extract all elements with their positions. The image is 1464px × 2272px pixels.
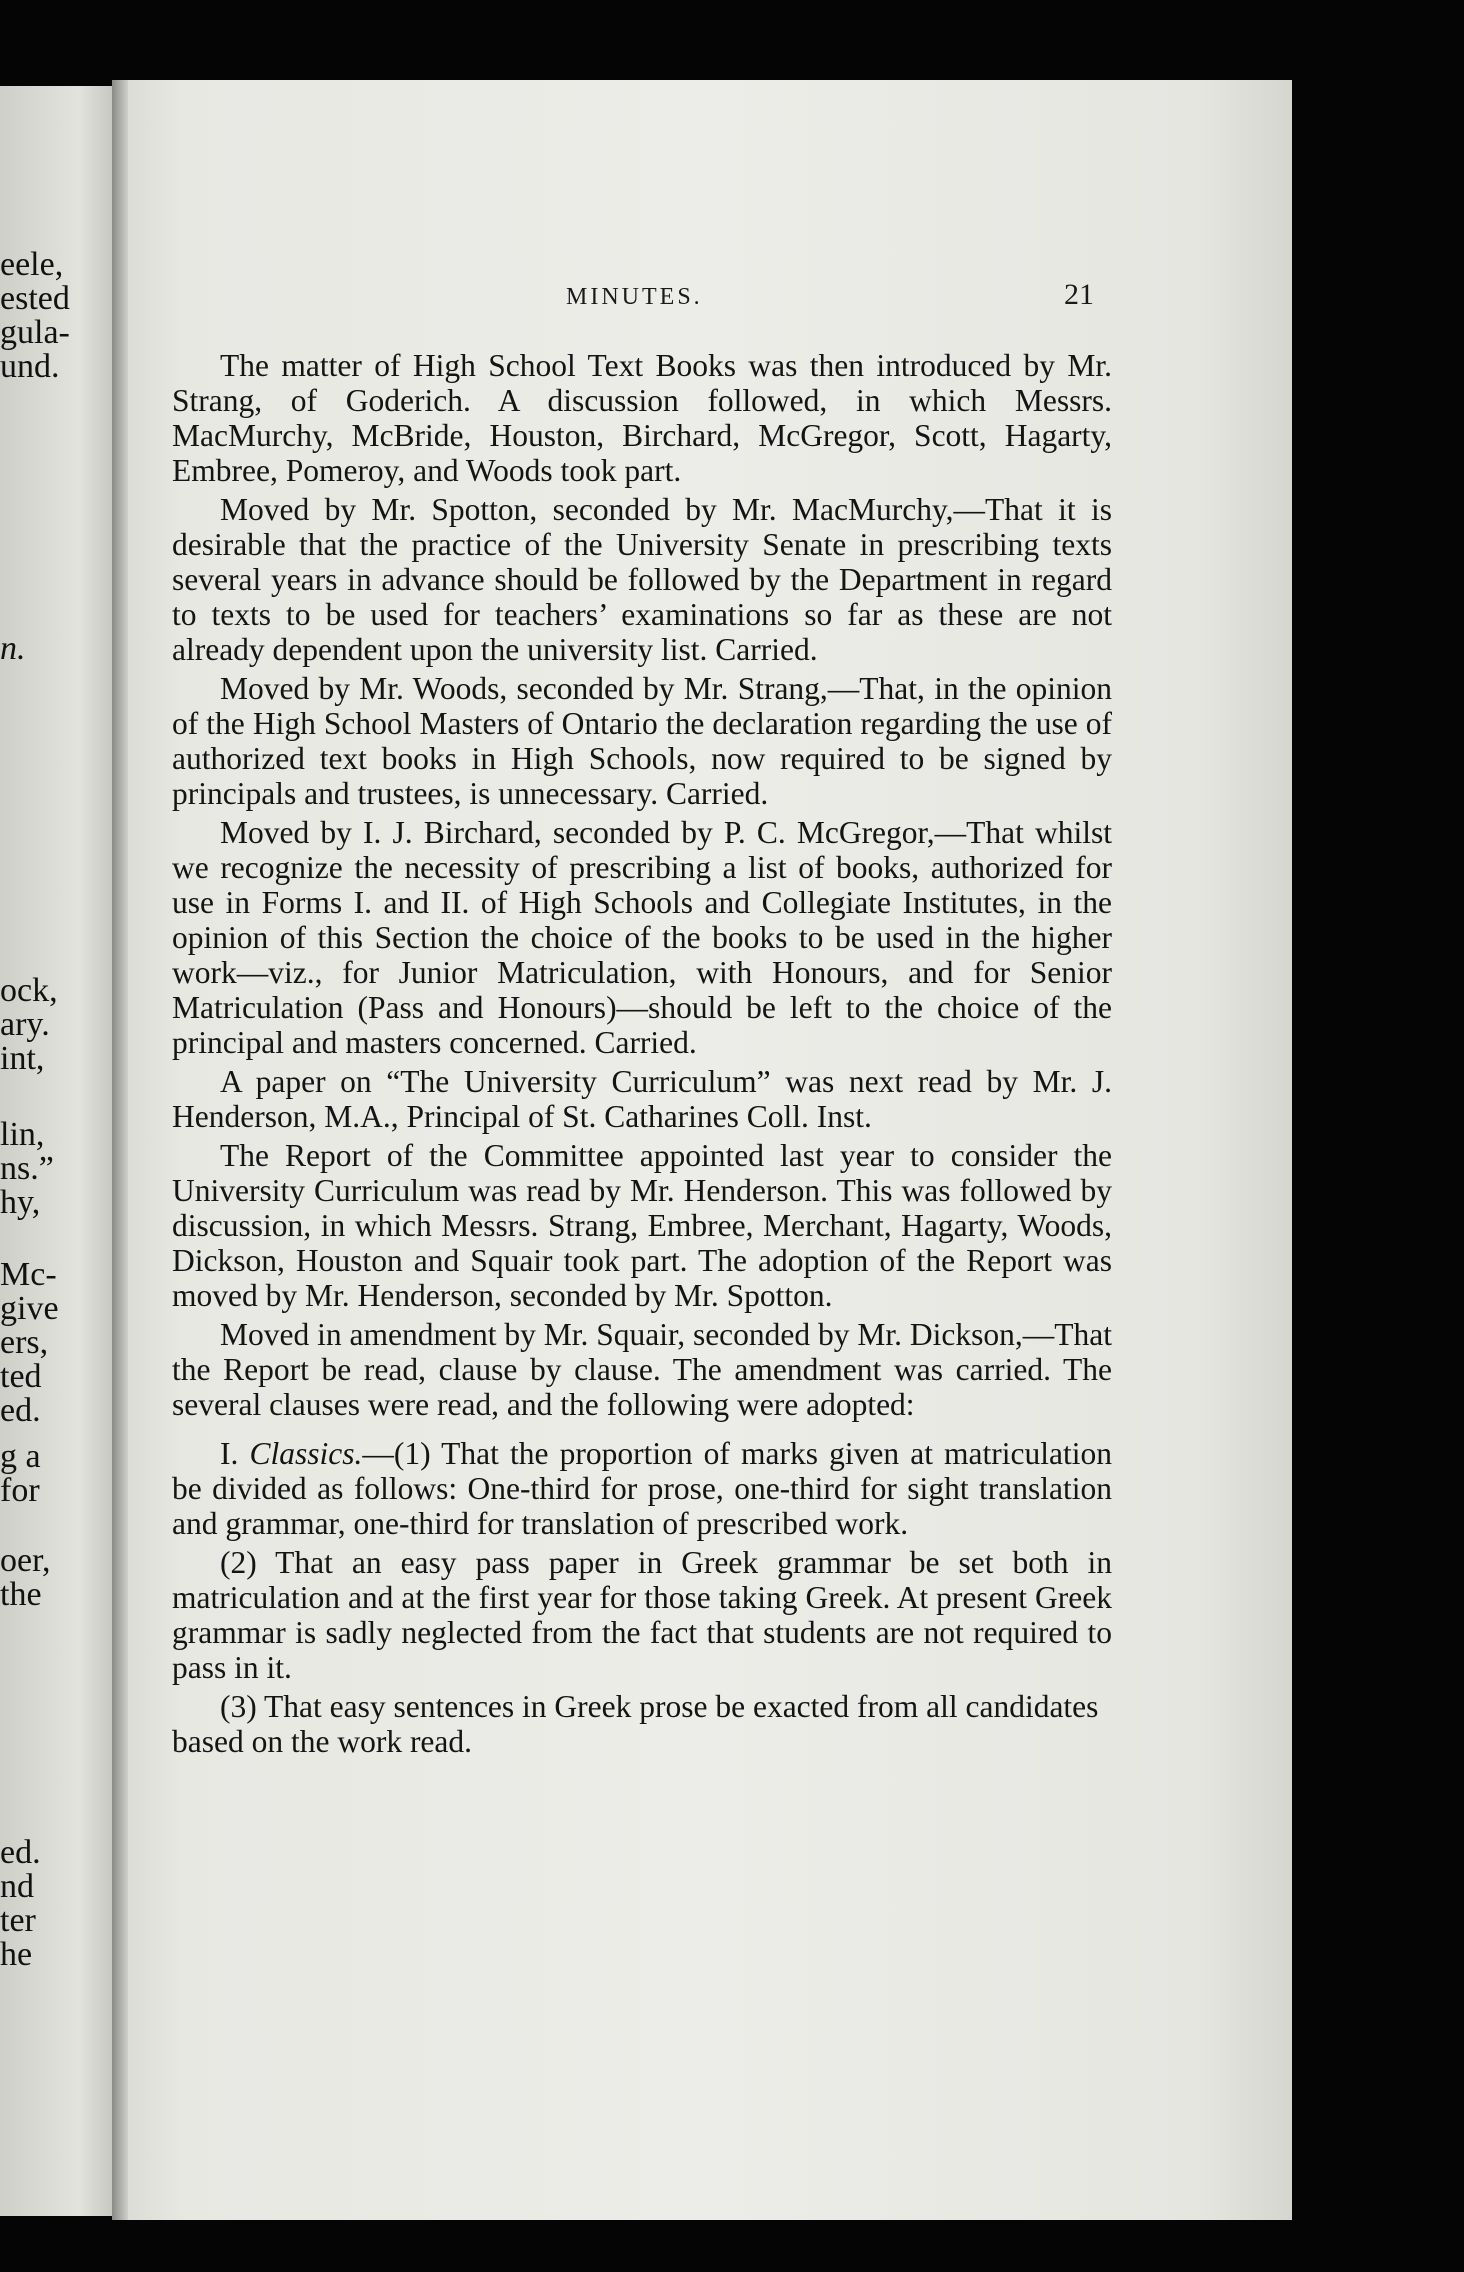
clause-classics-3: (3) That easy sentences in Greek prose be exacted from all candidates based on the work read. (172, 1689, 1099, 1759)
paragraph: The matter of High School Text Books was then introduced by Mr. Strang, of Goderich. A discussion followed, in which Messrs. MacMurchy, McBride, Houston, Birchard, McGregor, Scott, Hagarty, Embree, Pomeroy, and Woods took part. (172, 348, 1112, 488)
page-body (172, 348, 1112, 1763)
clause-classics-1 (172, 1436, 1112, 1541)
paragraph: Moved by Mr. Woods, seconded by Mr. Strang,—That, in the opinion of the High School Masters of Ontario the declaration regarding the use of authorized text books in High Schools, now required to be signed by principals and trustees, is unnecessary. Carried. (172, 671, 1112, 811)
adjacent-page-fragment: ed. (0, 1392, 41, 1429)
adjacent-page-fragment: ers, (0, 1324, 49, 1361)
clause-number: I. (220, 1436, 239, 1471)
book-page (112, 80, 1292, 2220)
adjacent-page-fragment: ary. (0, 1006, 50, 1043)
adjacent-page-fragment: ted (0, 1358, 42, 1395)
running-head (112, 278, 1292, 324)
adjacent-page-fragment: eele, (0, 246, 64, 283)
page-number: 21 (1064, 278, 1094, 311)
adjacent-page-fragment: int, (0, 1040, 45, 1077)
adjacent-page-fragment: gula- (0, 314, 70, 351)
adjacent-page-fragment: the (0, 1576, 42, 1613)
adjacent-page-fragment: give (0, 1290, 59, 1327)
paragraph: Moved in amendment by Mr. Squair, seconded by Mr. Dickson,—That the Report be read, clause by clause. The amendment was carried. The several clauses were read, and the following were adopted: (172, 1317, 1112, 1422)
adjacent-page-fragment: ock, (0, 972, 58, 1009)
adjacent-page-fragment: oer, (0, 1542, 51, 1579)
adjacent-page-fragment: g a (0, 1438, 41, 1475)
adjacent-page-fragment: ed. (0, 1834, 41, 1871)
adjacent-page-edge (0, 86, 112, 2216)
adjacent-page-fragment: nd (0, 1868, 34, 1905)
adjacent-page-fragment: for (0, 1472, 40, 1509)
running-head-title: MINUTES. (566, 284, 703, 310)
adjacent-page-fragment: hy, (0, 1184, 41, 1221)
clause-text: —(1) That the proportion of marks given at matriculation be divided as follows: One-third for prose, one-third for sight translation and grammar, one-third for translation of prescribed work. (172, 1436, 1112, 1541)
paragraph: A paper on “The University Curriculum” was next read by Mr. J. Henderson, M.A., Principal of St. Catharines Coll. Inst. (172, 1064, 1112, 1134)
adjacent-page-fragment: he (0, 1936, 33, 1973)
adjacent-page-fragment: ested (0, 280, 70, 317)
adjacent-page-fragment: n. (0, 630, 26, 667)
paragraph: Moved by Mr. Spotton, seconded by Mr. MacMurchy,—That it is desirable that the practice of the University Senate in prescribing texts several years in advance should be followed by the Department in regard to texts to be used for teachers’ examinations so far as these are not already dependent upon the university list. Carried. (172, 492, 1112, 667)
page-gutter (112, 80, 128, 2220)
adjacent-page-fragment: Mc- (0, 1256, 57, 1293)
adjacent-page-fragment: ns.” (0, 1150, 54, 1187)
paragraph: The Report of the Committee appointed last year to consider the University Curriculum was read by Mr. Henderson. This was followed by discussion, in which Messrs. Strang, Embree, Merchant, Hagarty, Woods, Dickson, Houston and Squair took part. The adoption of the Report was moved by Mr. Henderson, seconded by Mr. Spotton. (172, 1138, 1112, 1313)
adjacent-page-fragment: lin, (0, 1116, 45, 1153)
adjacent-page-fragment: ter (0, 1902, 36, 1939)
clause-classics-2: (2) That an easy pass paper in Greek grammar be set both in matriculation and at the first year for those taking Greek. At present Greek grammar is sadly neglected from the fact that students are not required to pass in it. (172, 1545, 1112, 1685)
clause-heading: Classics. (249, 1436, 363, 1471)
paragraph: Moved by I. J. Birchard, seconded by P. C. McGregor,—That whilst we recognize the necessity of prescribing a list of books, authorized for use in Forms I. and II. of High Schools and Collegiate Institutes, in the opinion of this Section the choice of the books to be used in the higher work—viz., for Junior Matriculation, with Honours, and for Senior Matriculation (Pass and Honours)—should be left to the choice of the principal and masters concerned. Carried. (172, 815, 1112, 1060)
adjacent-page-fragment: und. (0, 348, 60, 385)
